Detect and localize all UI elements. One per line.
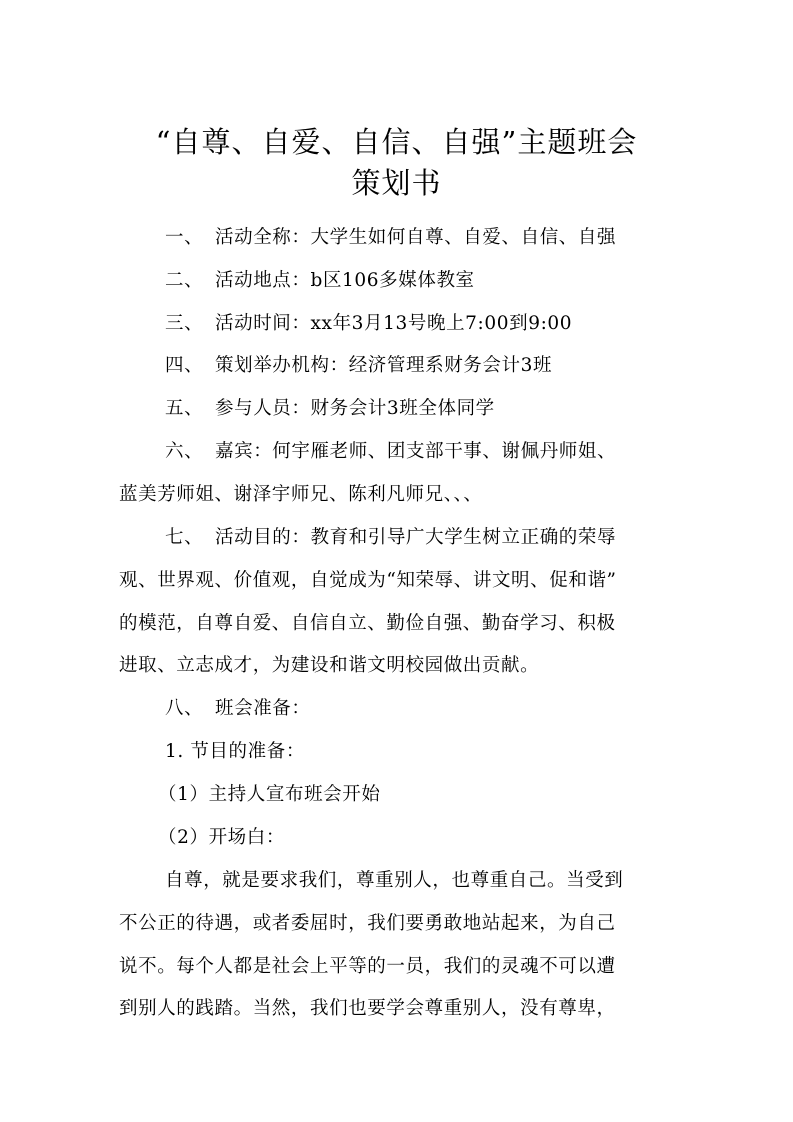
item-number: 四、 xyxy=(165,355,204,376)
item-text: 活动全称：大学生如何自尊、自爱、自信、自强 xyxy=(215,227,617,248)
document-title-line-1: “自尊、自爱、自信、自强”主题班会 xyxy=(155,125,638,159)
item-organizer xyxy=(165,353,725,379)
item-text: 活动地点：b区106多媒体教室 xyxy=(215,270,475,291)
document-title-line-2: 策划书 xyxy=(351,166,442,200)
speech-line-2: 不公正的待遇，或者委屈时，我们要勇敢地站起来，为自己 xyxy=(119,913,616,934)
item-number: 八、 xyxy=(165,698,204,719)
item-text: 策划举办机构：经济管理系财务会计3班 xyxy=(215,355,553,376)
prep-program-heading: 1. 节目的准备： xyxy=(165,741,305,762)
purpose-line-4: 进取、立志成才，为建设和谐文明校园做出贡献。 xyxy=(119,655,540,676)
purpose-line-3: 的模范，自尊自爱、自信自立、勤俭自强、勤奋学习、积极 xyxy=(119,613,616,634)
item-number: 六、 xyxy=(165,441,204,462)
item-text: 班会准备： xyxy=(215,698,311,719)
item-number: 一、 xyxy=(165,227,204,248)
item-number: 二、 xyxy=(165,270,204,291)
prep-step-1: （1）主持人宣布班会开始 xyxy=(158,784,381,805)
item-activity-time xyxy=(165,311,725,337)
guests-continued: 蓝美芳师姐、谢泽宇师兄、陈利凡师兄、、、 xyxy=(119,484,483,505)
item-text: 活动时间：xx年3月13号晚上7:00到9:00 xyxy=(215,313,573,334)
speech-line-3: 说不。每个人都是社会上平等的一员，我们的灵魂不可以遭 xyxy=(119,956,616,977)
speech-line-1: 自尊，就是要求我们，尊重别人，也尊重自己。当受到 xyxy=(165,870,624,891)
item-number: 三、 xyxy=(165,313,204,334)
item-text: 嘉宾：何宇雁老师、团支部干事、谢佩丹师姐、 xyxy=(215,441,617,462)
item-text: 参与人员：财务会计3班全体同学 xyxy=(215,398,495,419)
item-activity-name xyxy=(165,225,725,251)
item-number: 七、 xyxy=(165,527,204,548)
item-purpose-line-1 xyxy=(165,525,725,551)
purpose-line-2: 观、世界观、价值观，自觉成为“知荣辱、讲文明、促和谐” xyxy=(119,570,617,591)
prep-step-2: （2）开场白： xyxy=(158,827,285,848)
item-number: 五、 xyxy=(165,398,204,419)
item-preparation xyxy=(165,696,725,722)
speech-line-4: 到别人的践踏。当然，我们也要学会尊重别人，没有尊卑， xyxy=(119,998,616,1019)
item-text: 活动目的：教育和引导广大学生树立正确的荣辱 xyxy=(215,527,617,548)
item-activity-location xyxy=(165,268,725,294)
item-participants xyxy=(165,396,725,422)
item-guests xyxy=(165,439,725,465)
